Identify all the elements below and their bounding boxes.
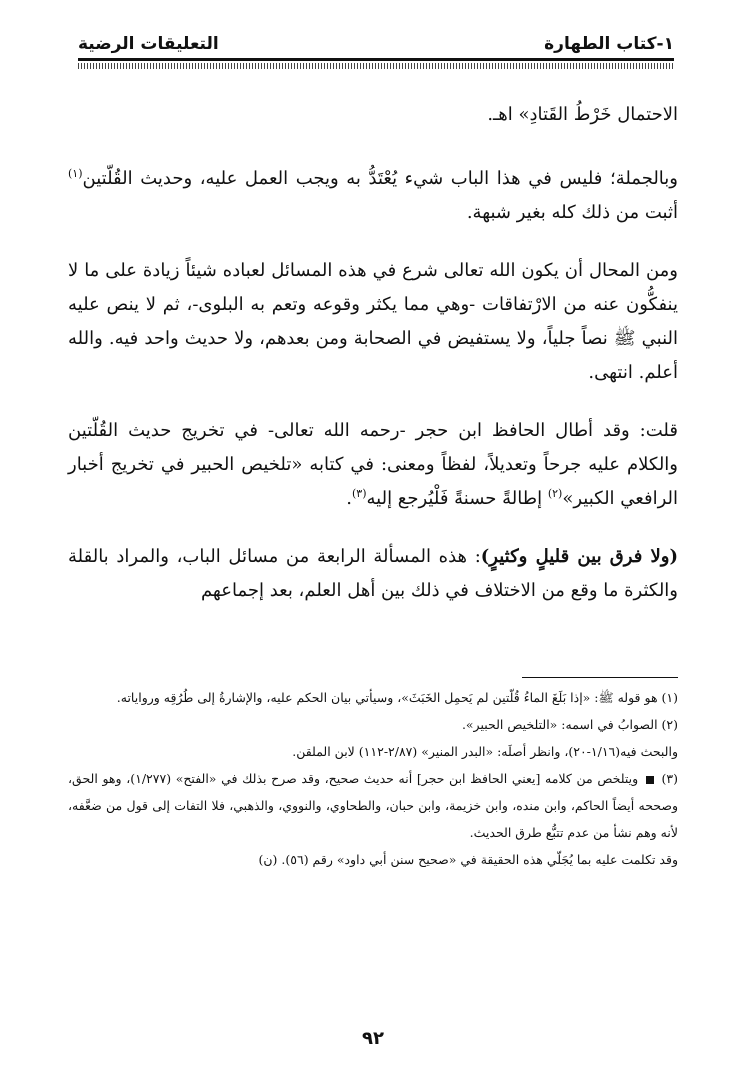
matn-quote: (ولا فرق بين قليلٍ وكثيرٍ)	[480, 546, 679, 567]
running-header	[78, 30, 674, 54]
chapter-title: ١-كتاب الطهارة	[544, 34, 674, 54]
footnote-2-continued: والبحث فيه(١/١٦-٢٠)، وانظر أصلَه: «البدر المنير» (٢/٨٧-١١٢) لابن الملقن.	[292, 744, 678, 759]
paragraph-4: قلت: وقد أطال الحافظ ابن حجر -رحمه الله تعالى- في تخريج حديث القُلّتين والكلام عليه جرحاً وتعديلاً، لفظاً ومعنى: في كتابه «تلخيص الحبير في تخريج أخبار الرافعي الكبير»$^{(٢)}$ إطالةً حسنةً فَلْيُرجع إليه$^{(٣)}$.	[68, 420, 678, 509]
footnote-2: (٢) الصوابُ في اسمه: «التلخيص الحبير».	[461, 717, 678, 732]
paragraph-5: (ولا فرق بين قليلٍ وكثيرٍ): هذه المسألة الرابعة من مسائل الباب، والمراد بالقلة والكثرة ما وقع من الاختلاف في ذلك بين أهل العلم، بعد إجماعهم	[68, 546, 679, 601]
square-bullet-icon	[646, 776, 654, 784]
paragraph-3: ومن المحال أن يكون الله تعالى شرع في هذه المسائل لعباده شيئاً زيادة على ما لا ينفكُّون عنه من الارْتفاقات -وهي مما يكثر وقوعه وتعم به البلوى-، ثم لا ينص عليه النبي ﷺ نصاً جلياً، ولا يستفيض في الصحابة ومن بعدهم، ولا حديث واحد فيه. والله أعلم. انتهى.	[68, 260, 678, 383]
footnote-separator	[522, 677, 678, 678]
main-text	[68, 98, 678, 608]
footnote-3-continued: وقد تكلمت عليه بما يُجَلّي هذه الحقيقة في «صحيح سنن أبي داود» رقم (٥٦). (ن)	[258, 852, 678, 867]
footnote-ref-1: (١)	[68, 167, 83, 180]
page-number: ٩٢	[362, 1028, 384, 1049]
footnote-3: (٣) ويتلخص من كلامه [يعني الحافظ ابن حجر] أنه حديث صحيح، وقد صرح بذلك في «الفتح» (١/٢٧٧)، وهو الحق، وصححه أيضاً الحاكم، وابن منده، وابن خزيمة، وابن حبان، والطحاوي، والنووي، والذهبي، فلا التفات إلى قول من ضعَّفه، لأنه وهم نشأ من عدم تتبُّع طرق الحديث.	[68, 771, 678, 840]
footnote-1: (١) هو قوله ﷺ: «إذا بَلَغَ الماءُ قُلّتين لم يَحمِل الخَبَثَ»، وسيأتي بيان الحكم عليه، والإشارةُ إلى طُرُقِه ورواياته.	[116, 690, 678, 705]
header-ornament-band	[78, 63, 674, 69]
paragraph-1: الاحتمال خَرْطُ القَتادِ» اهـ.	[487, 104, 678, 125]
footnotes	[68, 684, 678, 873]
footnote-ref-2: (٢)	[547, 487, 563, 500]
book-title: التعليقات الرضية	[78, 34, 219, 54]
header-rule	[78, 58, 674, 61]
paragraph-2: وبالجملة؛ فليس في هذا الباب شيء يُعْتَدُّ به ويجب العمل عليه، وحديث القُلّتين$^{(١)}$ أثبت من ذلك كله بغير شبهة.	[68, 167, 678, 223]
footnote-ref-3: (٣)	[351, 487, 367, 500]
